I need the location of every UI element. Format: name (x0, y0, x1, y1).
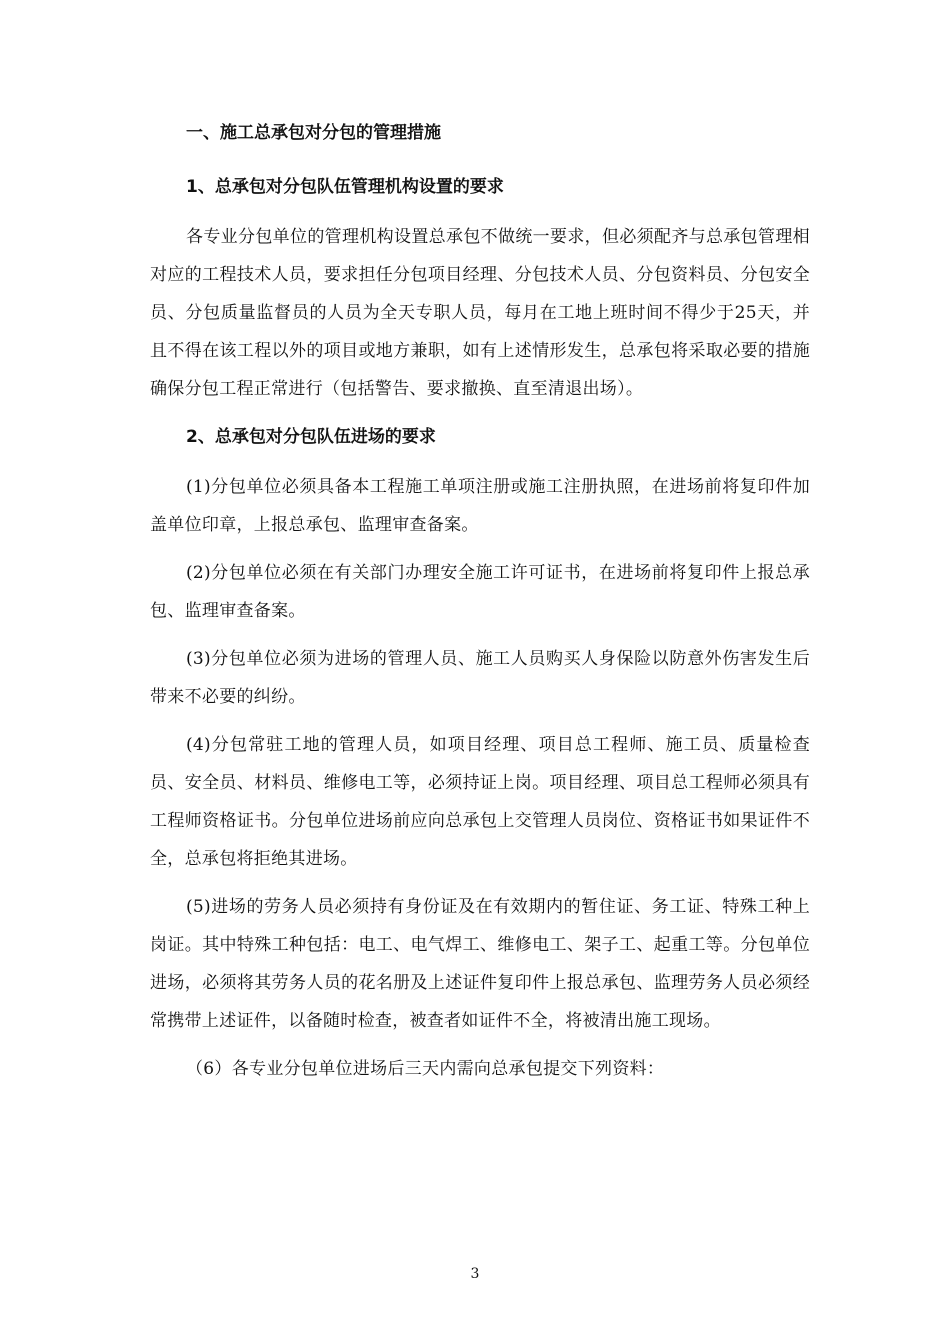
page-number: 3 (470, 1266, 480, 1282)
list-item-2: (2)分包单位必须在有关部门办理安全施工许可证书，在进场前将复印件上报总承包、监理审查备案。 (150, 563, 810, 621)
list-item-3: (3)分包单位必须为进场的管理人员、施工人员购买人身保险以防意外伤害发生后带来不必要的纠纷。 (150, 649, 810, 707)
list-item-6: （6）各专业分包单位进场后三天内需向总承包提交下列资料： (186, 1059, 665, 1079)
subsection-title-2: 2、总承包对分包队伍进场的要求 (186, 427, 436, 447)
list-item-1: (1)分包单位必须具备本工程施工单项注册或施工注册执照，在进场前将复印件加盖单位印章，上报总承包、监理审查备案。 (150, 477, 810, 535)
subsection-title-1: 1、总承包对分包队伍管理机构设置的要求 (186, 177, 504, 197)
list-item-5: (5)进场的劳务人员必须持有身份证及在有效期内的暂住证、务工证、特殊工种上岗证。其中特殊工种包括：电工、电气焊工、维修电工、架子工、起重工等。分包单位进场，必须将其劳务人员的花名册及上述证件复印件上报总承包、监理劳务人员必须经常携带上述证件，以备随时检查，被查者如证件不全，将被清出施工现场。 (150, 897, 810, 1031)
list-item-4: (4)分包常驻工地的管理人员，如项目经理、项目总工程师、施工员、质量检查员、安全员、材料员、维修电工等，必须持证上岗。项目经理、项目总工程师必须具有工程师资格证书。分包单位进场前应向总承包上交管理人员岗位、资格证书如果证件不全，总承包将拒绝其进场。 (150, 735, 810, 869)
paragraph: 各专业分包单位的管理机构设置总承包不做统一要求，但必须配齐与总承包管理相对应的工程技术人员，要求担任分包项目经理、分包技术人员、分包资料员、分包安全员、分包质量监督员的人员为全天专职人员，每月在工地上班时间不得少于25天，并且不得在该工程以外的项目或地方兼职，如有上述情形发生，总承包将采取必要的措施确保分包工程正常进行（包括警告、要求撤换、直至清退出场）。 (150, 227, 810, 399)
section-title: 一、施工总承包对分包的管理措施 (186, 123, 441, 143)
page-body (150, 114, 810, 1088)
